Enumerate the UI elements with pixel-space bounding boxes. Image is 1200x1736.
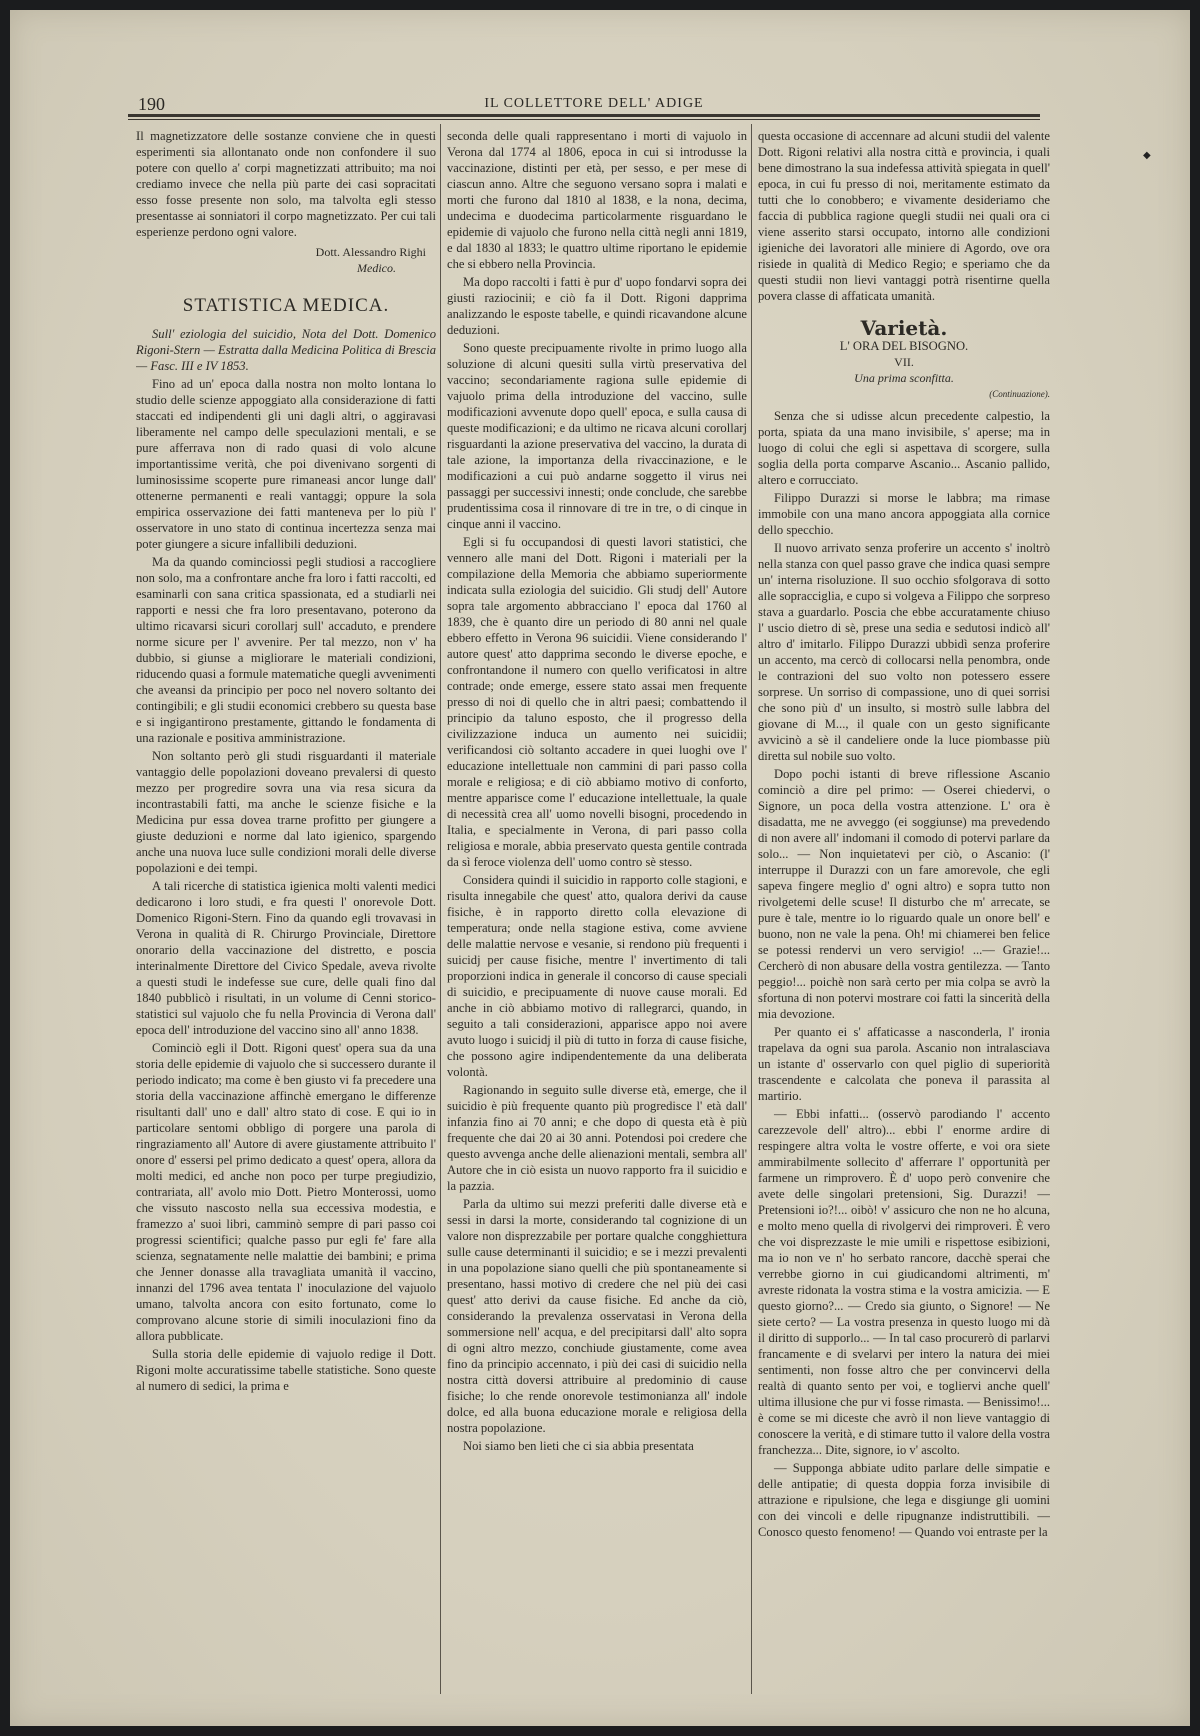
paragraph: Non soltanto però gli studi risguardanti il materiale vantaggio delle popolazioni doveano prevalersi di questo mezzo per progredire sovra una via resa sicura da incontrastabili fatti, ma anche le scienze fisiche e la Medicina pur essa dovea trarne profitto per giungere a giuste deduzioni e norme dal lato igienico, spargendo anche una nuova luce sulle condizioni morali delle diverse popolazioni e dei tempi. <box>136 749 436 875</box>
column-divider <box>751 124 752 1694</box>
header-rule <box>128 114 1040 117</box>
paragraph: Il nuovo arrivato senza proferire un accento s' inoltrò nella stanza con quel passo grave che indica quasi sempre un' interna risoluzione. Il suo occhio sfolgorava di sotto alle sopracciglia, e cupo si volgeva a Filippo che sorpreso stava a guardarlo. Poscia che ebbe accuratamente chiuso l' uscio dietro di sè, prese una sedia e sedutosi indicò all' altro d' imitarlo. Filippo Durazzi ubbidì senza proferire un accento, ma cercò di collocarsi nella penombra, onde le contrazioni del suo volto non potessero essere sorprese. Un sorriso di compassione, uno di quei sorrisi che sono più d' un insulto, si mostrò sulle labbra del giovane di M..., il quale con un gesto significante avvicinò a sè il candeliere onde la luce piombasse più diretta sul nobile suo volto. <box>758 541 1050 763</box>
paragraph: Dopo pochi istanti di breve riflessione Ascanio cominciò a dire pel primo: — Oserei chiedervi, o Signore, un poca della vostra attenzione. L' ora è disadatta, me ne avveggo (ei soggiunse) ma prevedendo di non avere all' indomani il comodo di potervi parlare da solo... — Non inquietatevi per ciò, o Ascanio: (l' interruppe il Durazzi con un fare amorevole, che egli sapeva fingere meglio d' ogni altro) e sopra tutto non rivolgetemi delle scuse! Il disturbo che m' arrecate, se pure è tale, mentre io lo riguardo quale un onore bell' e buono, non ne vale la pena. Oh! mi chiamerei ben felice se potessi rendervi un vero servigio! ...— Grazie!... Cercherò di non abusare della vostra gentilezza. — Tanto peggio!... poichè non sarà certo per mia colpa se avrò la sfortuna di non potervi mostrare coi fatti la sincerità della mia devozione. <box>758 767 1050 1021</box>
paragraph: Per quanto ei s' affaticasse a nasconderla, l' ironia trapelava da ogni sua parola. Ascanio non intralasciava un istante d' osservarlo con quel piglio di superiorità trascendente e calcolata che poneva il parassita al martirio. <box>758 1025 1050 1103</box>
paragraph: Ragionando in seguito sulle diverse età, emerge, che il suicidio è più frequente quanto più progredisce l' età dall' infanzia fino ai 70 anni; e che dopo di questa età è più frequente che dai 20 ai 30 anni. Potendosi poi credere che questo avvenga anche delle alienazioni mentali, sembra all' Autore che in ciò esista un nuovo rapporto fra il suicidio e la pazzia. <box>447 1083 747 1193</box>
column-1 <box>136 128 436 1694</box>
column-2 <box>447 128 747 1694</box>
paragraph: A tali ricerche di statistica igienica molti valenti medici dedicarono i loro studi, e fra questi l' onorevole Dott. Domenico Rigoni-Stern. Fino da quando egli trovavasi in Verona in qualità di R. Chirurgo Provinciale, Direttore onorario della vaccinazione del distretto, e poscia interinalmente Direttore del Civico Spedale, aveva rivolte a questi studi le indefesse sue cure, delle quali fino dal 1840 pubblicò i risultati, in un volume di Cenni storico-statistici sul vajuolo che fu nella Provincia di Verona dall' epoca dell' introduzione del vaccino sino all' anno 1838. <box>136 879 436 1037</box>
paragraph: — Supponga abbiate udito parlare delle simpatie e delle antipatie; di questa doppia forza invisibile di attrazione e ripulsione, che lega e disgiunge gli uomini con dei vincoli e delle ripugnanze indistruttibili. — Conosco questo fenomeno! — Quando voi entraste per la <box>758 1461 1050 1539</box>
story-title: L' ORA DEL BISOGNO. <box>839 339 969 353</box>
paragraph: Noi siamo ben lieti che ci sia abbia presentata <box>463 1439 694 1453</box>
continuation-note: (Continuazione). <box>989 389 1050 399</box>
article-subhead: Sull' eziologia del suicidio, Nota del Dott. Domenico Rigoni-Stern — Estratta dalla Medicina Politica di Brescia — Fasc. III e IV 1853. <box>136 327 436 373</box>
author-signature: Dott. Alessandro Righi <box>315 245 426 259</box>
paragraph: Fino ad un' epoca dalla nostra non molto lontana lo studio delle scienze appoggiato alla considerazione di fatti staccati ed indipendenti gli uni dagli altri, o aggiravasi liberamente nel campo delle speculazioni mentali, e se pure afferrava non di rado quasi di volo alcune importantissime verità, che poi divenivano sorgenti di luminosissime scoperte pure rimaneasi ancor lunge dall' ottenerne permanenti e reali vantaggi; oppure la sola empirica osservazione dei fatti manteneva per lo più l' osservatore in uno stato di continua incertezza senza mai poter giungere a sicure infallibili deduzioni. <box>136 377 436 551</box>
paragraph: seconda delle quali rappresentano i morti di vajuolo in Verona dal 1774 al 1806, epoca in cui si introdusse la vaccinazione, distinti per età, per sesso, e per mese di ciascun anno. Altre che seguono versano sopra i malati e morti che furono dal 1810 al 1838, e la nona, decima, undecima e duodecima particolarmente risguardano le epidemie di vajuolo che furono nella città negli anni 1819, e dal 1830 al 1833; le quattro ultime riportano le epidemie che si ebbero nella Provincia. <box>447 129 747 271</box>
margin-mark: ◆ <box>1143 150 1151 161</box>
author-role: Medico. <box>357 261 396 275</box>
paragraph: Il magnetizzatore delle sostanze conviene che in questi esperimenti sia allontanato onde non confondere il suo potere con quello a' corpi magnetizzati attribuito; ma noi crediamo invece che nella più parte dei casi sopracitati esso fosse presente non solo, ma talvolta egli stesso presentasse ai sonniatori il corpo magnetizzato. Per cui tali esperienze perdono ogni valore. <box>136 129 436 239</box>
section-title: STATISTICA MEDICA. <box>182 295 390 316</box>
paragraph: Filippo Durazzi si morse le labbra; ma rimase immobile con una mano ancora appoggiata alla cornice dello specchio. <box>758 491 1050 537</box>
section-title-varieta: Varietà. <box>860 316 948 340</box>
paragraph: Ma dopo raccolti i fatti è pur d' uopo fondarvi sopra dei giusti raziocinii; e ciò fa il Dott. Rigoni dapprima analizzando le esposte tabelle, e quindi ricavandone alcune deduzioni. <box>447 275 747 337</box>
running-title: IL COLLETTORE DELL' ADIGE <box>484 96 704 111</box>
paragraph: Egli si fu occupandosi di questi lavori statistici, che vennero alle mani del Dott. Rigoni i materiali per la compilazione della Memoria che abbiamo superiormente indicata sulla eziologia del suicidio. Gli studj dell' Autore sopra tale argomento abbracciano l' epoca dal 1760 al 1839, che è quanto dire un periodo di 80 anni nel quale ebbero effetto in Verona 96 suicidii. Viene considerando l' autore quest' atto dapprima secondo le diverse epoche, e confrontandone il numero con quello verificatosi in altre contrade; onde emerge, essere stato assai men frequente presso di noi di quello che in altri paesi; combattendo il principio da taluno esposto, che il progresso della civilizzazione induca un aumento nei suicidii; verificandosi ciò soltanto accadere in quei luoghi ove l' educazione intellettuale non cammini di pari passo colla morale e religiosa; e di ciò abbiamo motivo di conforto, mentre apparisce come l' educazione intellettuale, la quale di necessità crea all' uomo novelli bisogni, procedendo in Italia, e specialmente in Verona, di pari passo colla religiosa e morale, abbia preservato questa gentile contrada da sì feroce violenza dell' uomo contro sè stesso. <box>447 535 747 869</box>
paragraph: Cominciò egli il Dott. Rigoni quest' opera sua da una storia delle epidemie di vajuolo che si successero durante il periodo indicato; ma come è ben giusto vi fa precedere una storia della vaccinazione affinchè emergano le differenze risultanti dall' uno e dall' altro stato di cose. E qui io in particolare sentomi obbligo di porgere una parola di ringraziamento all' Autore di avere giustamente attribuito l' onore d' essersi pel primo dedicato a quest' opera, allora da molti medici, ed anche non poco per turpe pregiudizio, contrariata, all' avolo mio Dott. Pietro Monterossi, uomo che vissuto nascosto nella sua eccessiva modestia, e framezzo a' suoi libri, camminò sempre di pari passo coi progressi scientifici; qualche passo pur egli fe' fare alla scienza, segnatamente nelle malattie dei bambini; e prima che Jenner donasse alla travagliata umanità il vaccino, innanzi del 1796 avea tentata l' inoculazione del vajuolo umano, talvolta ancora con esito fortunato, come lo comprovano alcune storie di simili inoculazioni fino da allora pubblicate. <box>136 1041 436 1343</box>
paragraph: — Ebbi infatti... (osservò parodiando l' accento carezzevole dell' altro)... ebbi l' enorme ardire di respingere altra volta le vostre offerte, e voi ora siete ammirabilmente sollecito d' afferrare l' opportunità per farmene un rimprovero. È d' uopo però convenire che avete delle singolari pretensioni, Sig. Durazzi! — Pretensioni io?!... oibò! v' assicuro che non ne ho alcuna, e molto meno quella di rivolgervi dei rimproveri. È vero che voi disprezzaste le mie umili e rispettose esibizioni, ma io non ve n' ho serbato rancore, dacchè sperai che verrebbe giorno in cui giudicandomi altrimenti, m' avreste ridonata la vostra stima e la vostra amicizia. — E questo giorno?... — Credo sia giunto, o Signore! — Ne siete certo? — La vostra presenza in questo luogo mi dà il diritto di supporlo... — In tal caso procurerò di parlarvi francamente e di svelarvi per intero la natura dei miei sentimenti, non fosse altro che per convincervi della realtà di quanto sento per voi, e togliervi anche quell' ultima illusione che pur vi fosse rimasta. — Benissimo!... è come se mi diceste che avrò il non lieve vantaggio di conoscere la verità, e di stimare tutto il valore della vostra franchezza... Dite, signore, io v' ascolto. <box>758 1107 1050 1457</box>
chapter-subtitle: Una prima sconfitta. <box>854 371 954 385</box>
paragraph: Considera quindi il suicidio in rapporto colle stagioni, e risulta innegabile che quest' atto, qualora derivi da cause fisiche, è in rapporto diretto colla elevazione di temperatura; onde nella stagione estiva, come avviene delle malattie nervose e vesanie, si rendono più frequenti i suicidj per cause fisiche, mentre l' invertimento di tali proporzioni indica in generale il concorso di cause speciali di suicidio, e precipuamente di nuove cause morali. Ed anche in ciò abbiamo motivo di rallegrarci, quando, in seguito a tali considerazioni, apparisce appo noi avere avuto luogo i suicidj il più di tutto in forza di cause fisiche, che possono agire indipendentemente da una deliberata volontà. <box>447 873 747 1079</box>
chapter-number: VII. <box>894 355 914 369</box>
paragraph: Senza che si udisse alcun precedente calpestio, la porta, spiata da una mano invisibile, s' aperse; ma in luogo di colui che egli si aspettava di scorgere, sulla soglia della porta comparve Ascanio... Ascanio pallido, altero e corrucciato. <box>758 409 1050 487</box>
column-divider <box>440 124 441 1694</box>
paragraph: Parla da ultimo sui mezzi preferiti dalle diverse età e sessi in darsi la morte, considerando tal cognizione di un valore non disprezzabile per portare qualche congghiettura sulle cause determinanti il suicidio; e se i mezzi prevalenti in una popolazione siano quelli che più spontaneamente si presentano, hassi motivo di credere che nel più dei casi quest' atto derivi da cause fisiche. Ed anche da ciò, considerando la prevalenza osservatasi in Verona della sommersione nell' acqua, e del precipitarsi dall' alto sopra di ogni altro mezzo, conchiude giustamente, come avea fino da principio accennato, i più dei casi di suicidio nella nostra città doversi attribuire al predominio di cause fisiche; lo che rende onorevole testimonianza all' indole dolce, ed alla buona educazione morale e religiosa della nostra popolazione. <box>447 1197 747 1435</box>
column-3 <box>758 128 1050 1694</box>
paragraph: questa occasione di accennare ad alcuni studii del valente Dott. Rigoni relativi alla nostra città e provincia, i quali bene dimostrano la sua indefessa attività spiegata in quell' epoca, in cui fu presso di noi, meritamente estimato da tutti che lo conobbero; e vivamente desideriamo che faccia di pubblica ragione quegli studii nei quali ora ci viene asserito starsi occupato, intorno alle condizioni igieniche dei lavoratori alle miniere di Agordo, ove ora risiede in qualità di Medico Regio; e speriamo che da questi studii non lievi vantaggi potrà risentirne quella povera classe di affaticata umanità. <box>758 129 1050 303</box>
paragraph: Sulla storia delle epidemie di vajuolo redige il Dott. Rigoni molte accuratissime tabelle statistiche. Sono queste al numero di sedici, la prima e <box>136 1347 436 1393</box>
paragraph: Sono queste precipuamente rivolte in primo luogo alla soluzione di alcuni quesiti sulla virtù preservativa del vaccino; secondariamente ragiona sulle epidemie di vajuolo prima della introduzione del vaccino, sulle modificazioni avvenute dopo quell' epoca, e sulla causa di queste modificazioni; e da ultimo ne ricava alcuni corollarj risguardanti la azione preservativa del vaccino, la durata di tale azione, la importanza della rivaccinazione, e le modificazioni a cui può andarne soggetto il virus nei passaggi per successivi innesti; onde conclude, che sarebbe prudentissima cosa il rinnovare di tre in tre, o di cinque in cinque anni il vaccino. <box>447 341 747 531</box>
page-number: 190 <box>138 94 165 114</box>
header-rule-thin <box>128 119 1040 120</box>
paragraph: Ma da quando cominciossi pegli studiosi a raccogliere non solo, ma a confrontare anche fra loro i fatti raccolti, ed esaminarli con sana critica spassionata, ed a studiarli nei rapporti e nessi che fra loro presentavano, poterono da ultimo ricavarsi sicuri corollarj sull' accaduto, e prendere norme sicure per l' avvenire. Per tal mezzo, non v' ha dubbio, si giunse a migliorare le materiali condizioni, riducendo quasi a formule matematiche quegli avvenimenti che aveansi da principio per poco nel novero soltanto dei contingibili; e gli studii economici crebbero su questa base e si ingigantirono prestamente, gittando le fondamenta di una razionale e positiva amministrazione. <box>136 555 436 745</box>
